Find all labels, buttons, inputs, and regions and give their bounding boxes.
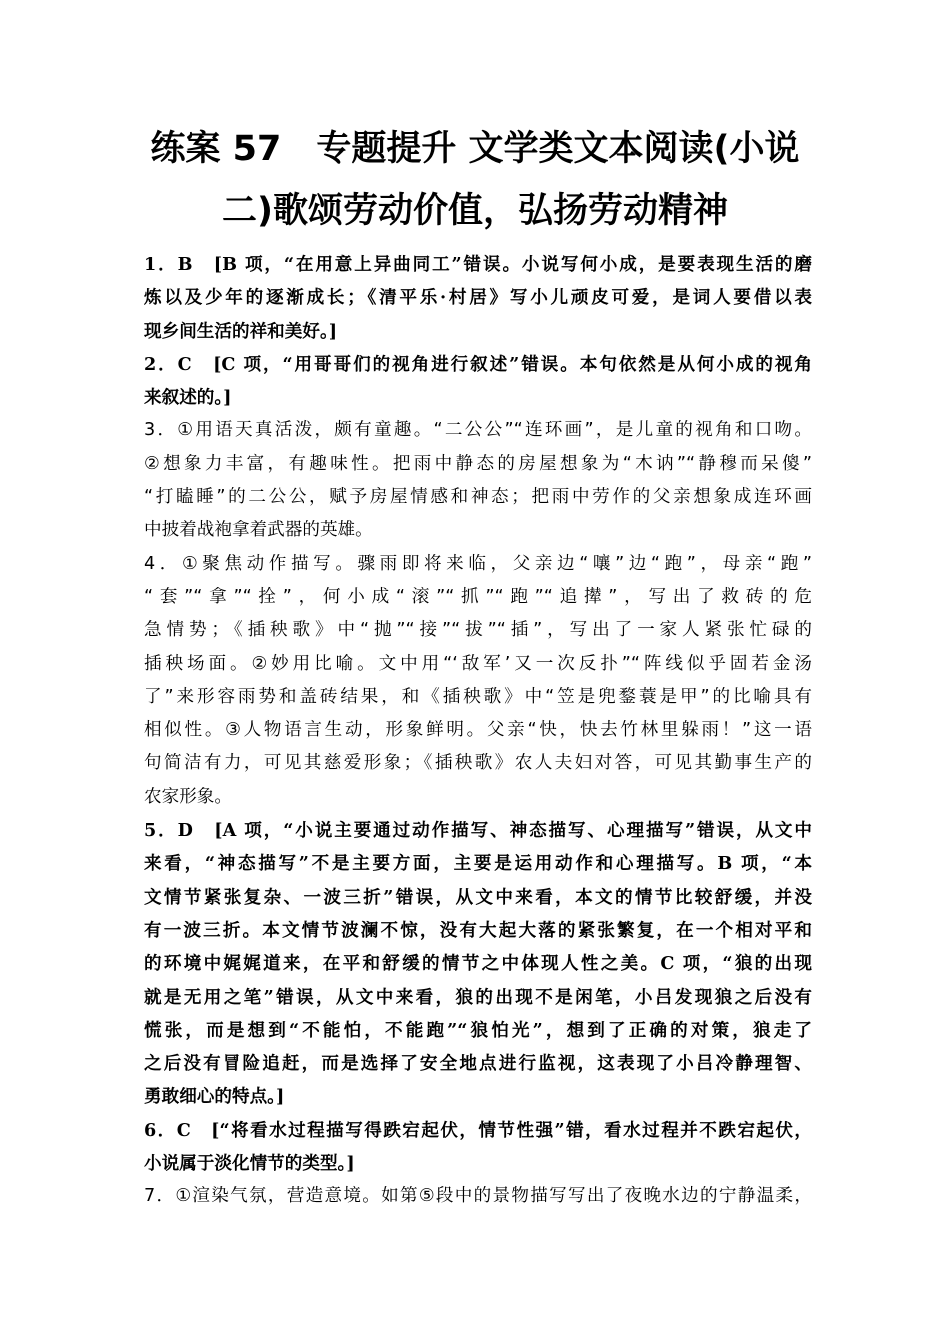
answer-line: 1．B [B 项，“在用意上异曲同工”错误。小说写何小成，是要表现生活的磨 <box>144 254 812 275</box>
page-title-line-2: 二)歌颂劳动价值，弘扬劳动精神 <box>222 191 728 231</box>
answer-line: 有一波三折。本文情节波澜不惊，没有大起大落的紧张繁复，在一个相对平和 <box>144 919 812 941</box>
answer-line: ②想象力丰富，有趣味性。把雨中静态的房屋想象为“木讷”“静穆而呆傻” <box>144 453 812 474</box>
answer-line: 慌张，而是想到“不能怕，不能跑”“狼怕光”，想到了正确的对策，狼走了 <box>144 1019 812 1041</box>
page-title-line-1: 练案 57 专题提升 文学类文本阅读(小说 <box>150 129 800 169</box>
answer-line: 来叙述的。] <box>144 387 232 409</box>
answer-line: 5．D [A 项，“小说主要通过动作描写、神态描写、心理描写”错误，从文中 <box>144 820 812 842</box>
answer-line: 的环境中娓娓道来，在平和舒缓的情节之中体现人性之美。C 项，“狼的出现 <box>144 953 812 975</box>
answer-line: 勇敢细心的特点。] <box>144 1086 285 1108</box>
answer-line: 了”来形容雨势和盖砖结果，和《插秧歌》中“笠是兜鍪蓑是甲”的比喻具有 <box>144 686 812 707</box>
answer-line: 2．C [C 项，“用哥哥们的视角进行叙述”错误。本句依然是从何小成的视角 <box>144 353 812 375</box>
answer-content <box>144 248 812 1214</box>
answer-line: 农家形象。 <box>144 786 232 807</box>
answer-line: 文情节紧张复杂、一波三折”错误，从文中来看，本文的情节比较舒缓，并没 <box>144 886 812 908</box>
answer-line: 炼以及少年的逐渐成长；《清平乐·村居》写小儿顽皮可爱，是词人要借以表 <box>144 287 812 309</box>
answer-line: 现乡间生活的祥和美好。] <box>144 320 338 342</box>
answer-line: 3．①用语天真活泼，颇有童趣。“二公公”“连环画”，是儿童的视角和口吻。 <box>144 420 812 441</box>
answer-line: 就是无用之笔”错误，从文中来看，狼的出现不是闲笔，小吕发现狼之后没有 <box>144 986 812 1008</box>
answer-line: 急情势；《插秧歌》中“抛”“接”“拔”“插”，写出了一家人紧张忙碌的 <box>144 620 812 641</box>
answer-line: 之后没有冒险追赶，而是选择了安全地点进行监视，这表现了小吕冷静理智、 <box>144 1053 812 1075</box>
answer-line: 中披着战袍拿着武器的英雄。 <box>144 520 373 541</box>
answer-line: 4．①聚焦动作描写。骤雨即将来临，父亲边“嚷”边“跑”，母亲“跑” <box>144 553 812 574</box>
answer-line: 6．C [“将看水过程描写得跌宕起伏，情节性强”错，看水过程并不跌宕起伏， <box>144 1119 812 1141</box>
answer-line: 7．①渲染气氛，营造意境。如第⑤段中的景物描写写出了夜晚水边的宁静温柔， <box>144 1186 812 1207</box>
answer-line: 句简洁有力，可见其慈爱形象；《插秧歌》农人夫妇对答，可见其勤事生产的 <box>144 753 812 774</box>
answer-line: “套”“拿”“拴”，何小成“滚”“抓”“跑”“追撵”，写出了救砖的危 <box>144 586 812 607</box>
answer-line: 小说属于淡化情节的类型。] <box>144 1153 355 1175</box>
answer-line: 插秧场面。②妙用比喻。文中用“‘敌军’又一次反扑”“阵线似乎固若金汤 <box>144 653 812 674</box>
answer-line: “打瞌睡”的二公公，赋予房屋情感和神态；把雨中劳作的父亲想象成连环画 <box>144 487 812 508</box>
answer-line: 来看，“神态描写”不是主要方面，主要是运用动作和心理描写。B 项，“本 <box>144 853 812 875</box>
answer-line: 相似性。③人物语言生动，形象鲜明。父亲“快，快去竹林里躲雨！”这一语 <box>144 720 812 741</box>
